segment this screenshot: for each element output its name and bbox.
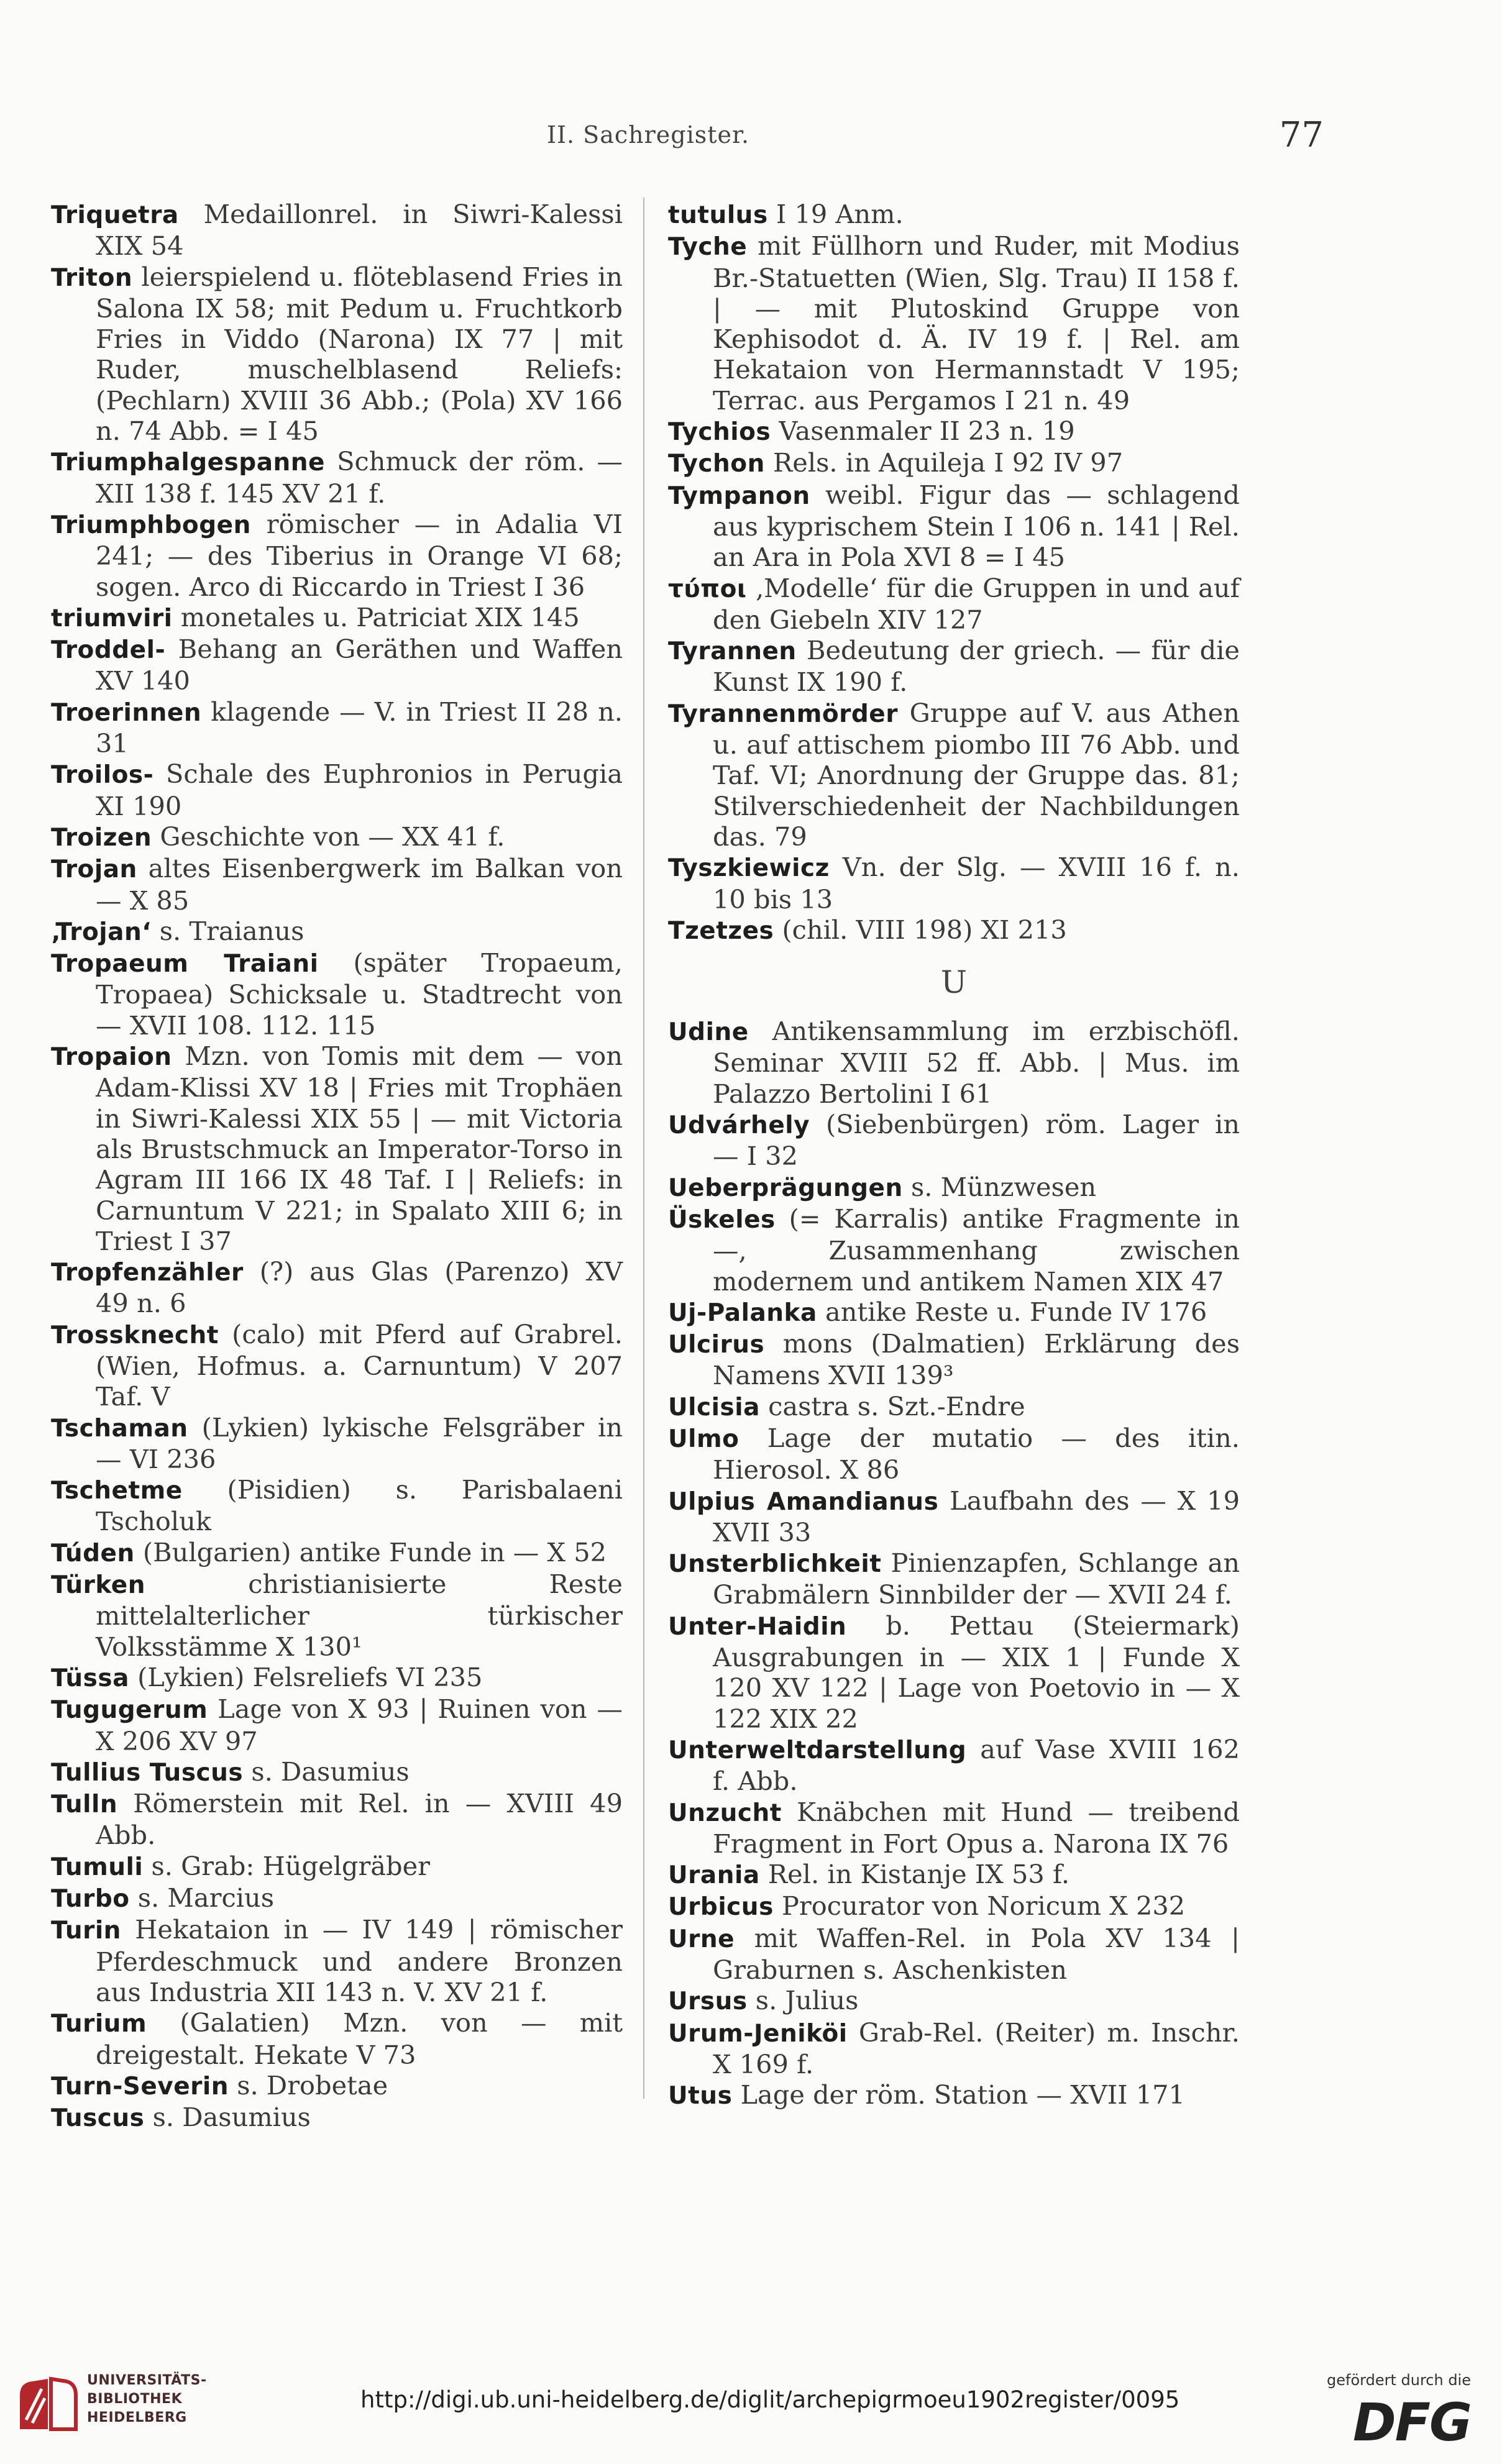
entry-references: Grab-Rel. (Reiter) m. Inschr. X 169 f. [713, 2017, 1240, 2079]
entry-headword: Unterweltdarstellung [668, 1736, 967, 1764]
entry-headword: Tyszkiewicz [668, 854, 830, 883]
entry-references: s. Julius [755, 1985, 859, 2016]
entry-headword: Túden [51, 1539, 135, 1567]
funder-label: gefördert durch die [1327, 2371, 1471, 2389]
index-entry [668, 199, 1240, 230]
entry-references: Römerstein mit Rel. in — XVIII 49 Abb. [96, 1788, 623, 1851]
entry-references: Bedeutung der griech. — für die Kunst IX 190 f. [713, 635, 1240, 698]
index-entry [668, 698, 1240, 852]
entry-references: (Siebenbürgen) röm. Lager in — I 32 [713, 1109, 1240, 1172]
index-entry [668, 1734, 1240, 1797]
entry-references: mit Füllhorn und Ruder, mit Modius Br.-Statuetten (Wien, Slg. Trau) II 158 f. | — mit Plutoskind Gruppe von Kephisodot d. Ä. IV 19 f. | Rel. am Hekataion von Hermannstadt V 195; Terrac. aus Pergamos I 21 n. 49 [713, 230, 1240, 416]
entry-references: ‚Modelle‘ für die Gruppen in und auf den Giebeln XIV 127 [713, 572, 1240, 635]
index-entry [668, 635, 1240, 698]
entry-headword: Unzucht [668, 1799, 782, 1827]
university-seal-icon [14, 2370, 82, 2439]
entry-headword: Utus [668, 2082, 733, 2110]
entry-references: (Lykien) lykische Felsgräber in — VI 236 [96, 1412, 623, 1474]
entry-headword: Troilos- [51, 761, 154, 790]
index-entry [51, 1569, 623, 1662]
entry-references: Geschichte von — XX 41 f. [160, 821, 505, 852]
entry-headword: Unsterblichkeit [668, 1550, 882, 1579]
index-entry [51, 446, 623, 509]
entry-headword: Tychios [668, 418, 771, 447]
right-column [668, 199, 1240, 2112]
entry-headword: Tyche [668, 233, 748, 262]
index-entry [668, 230, 1240, 416]
index-entry [51, 1882, 623, 1914]
entry-headword: Tropaeum Traiani [51, 950, 319, 979]
entry-references: Schmuck der röm. — XII 138 f. 145 XV 21 f. [96, 446, 623, 509]
entry-references: leierspielend u. flöteblasend Fries in Salona IX 58; mit Pedum u. Fruchtkorb Fries in Viddo (Narona) IX 77 | mit Ruder, muschelblasend Reliefs: (Pechlarn) XVIII 36 Abb.; (Pola) XV 166 n. 74 Abb. = I 45 [96, 261, 623, 447]
entry-references: römischer — in Adalia VI 241; — des Tiberius in Orange VI 68; sogen. Arco di Riccardo in Triest I 36 [96, 508, 623, 602]
index-entry [668, 1016, 1240, 1109]
entry-headword: Trossknecht [51, 1321, 219, 1349]
index-entry [668, 1423, 1240, 1485]
entry-headword: Urum-Jeniköi [668, 2019, 848, 2048]
entry-headword: Unter-Haidin [668, 1612, 847, 1641]
entry-headword: Tyrannen [668, 637, 797, 666]
entry-headword: Troizen [51, 823, 152, 852]
entry-headword: Udvárhely [668, 1111, 810, 1140]
dfg-logo-icon: DFG [1352, 2392, 1471, 2453]
entry-references: (= Karralis) antike Fragmente in —, Zusammenhang zwischen modernem und antikem Namen XIX 47 [713, 1203, 1240, 1297]
entry-headword: Ulmo [668, 1425, 740, 1453]
entry-references: (calo) mit Pferd auf Grabrel. (Wien, Hofmus. a. Carnuntum) V 207 Taf. V [96, 1318, 623, 1412]
entry-references: Lage von X 93 | Ruinen von — X 206 XV 97 [96, 1694, 623, 1756]
index-entry [668, 1610, 1240, 1734]
index-entry [668, 1891, 1240, 1922]
entry-references: Medaillonrel. in Siwri-Kalessi XIX 54 [96, 199, 623, 262]
right-column-entries-t [668, 199, 1240, 946]
entry-references: s. Drobetae [237, 2069, 388, 2101]
index-entry [668, 1923, 1240, 1986]
index-entry [668, 1485, 1240, 1548]
entry-references: s. Marcius [137, 1882, 275, 1914]
index-entry [668, 2079, 1240, 2111]
index-entry [668, 480, 1240, 573]
entry-references: (Lykien) Felsreliefs VI 235 [137, 1661, 483, 1692]
entry-headword: Udine [668, 1018, 749, 1047]
university-name [87, 2371, 207, 2427]
entry-references: Hekataion in — IV 149 | römischer Pferdeschmuck und andere Bronzen aus Industria XII 143 n. V. XV 21 f. [96, 1914, 623, 2007]
entry-references: mons (Dalmatien) Erklärung des Namens XVII 139³ [713, 1328, 1240, 1391]
index-entry [51, 1412, 623, 1475]
entry-headword: Triquetra [51, 201, 179, 229]
index-entry [51, 1851, 623, 1882]
index-entry [51, 2102, 623, 2133]
column-divider [643, 198, 644, 2099]
entry-references: Laufbahn des — X 19 XVII 33 [713, 1485, 1240, 1548]
entry-references: mit Waffen-Rel. in Pola XV 134 | Graburnen s. Aschenkisten [713, 1922, 1240, 1986]
index-entry [51, 634, 623, 696]
entry-references: Antikensammlung im erzbischöfl. Seminar XVIII 52 ff. Abb. | Mus. im Palazzo Bertolini I 61 [713, 1016, 1240, 1109]
index-entry [668, 2017, 1240, 2080]
index-entry [51, 821, 623, 853]
entry-references: Lage der röm. Station — XVII 171 [740, 2079, 1185, 2110]
entry-headword: Tuscus [51, 2104, 145, 2133]
entry-references: s. Grab: Hügelgräber [151, 1850, 431, 1881]
index-entry [668, 915, 1240, 946]
institution-line: BIBLIOTHEK [87, 2391, 183, 2407]
letter-heading-u: U [940, 964, 968, 1001]
entry-headword: Tropfenzähler [51, 1259, 244, 1287]
page-header [50, 115, 1324, 158]
index-entry [668, 416, 1240, 447]
index-entry [668, 1548, 1240, 1610]
index-entry [51, 1756, 623, 1788]
entry-references: klagende — V. in Triest II 28 n. 31 [96, 696, 623, 759]
left-column [51, 199, 623, 2133]
institution-line: HEIDELBERG [87, 2410, 187, 2425]
entry-headword: Üskeles [668, 1205, 776, 1234]
index-entry [668, 1391, 1240, 1423]
entry-references: antike Reste u. Funde IV 176 [825, 1296, 1207, 1327]
index-entry [668, 1328, 1240, 1391]
entry-headword: Ursus [668, 1987, 748, 2016]
index-entry [668, 852, 1240, 915]
index-entry [51, 1694, 623, 1756]
running-title: II. Sachregister. [547, 121, 750, 148]
index-entry [51, 2007, 623, 2070]
entry-references: s. Münzwesen [910, 1171, 1097, 1202]
entry-references: Schale des Euphronios in Perugia XI 190 [96, 759, 623, 821]
entry-headword: Tympanon [668, 481, 810, 510]
entry-references: Pinienzapfen, Schlange an Grabmälern Sinnbilder der — XVII 24 f. [713, 1548, 1240, 1610]
entry-headword: tutulus [668, 201, 768, 229]
index-entry [51, 696, 623, 759]
entry-headword: Tüssa [51, 1664, 129, 1692]
entry-headword: Triumphbogen [51, 511, 251, 539]
entry-references: s. Dasumius [152, 2102, 311, 2133]
index-entry [668, 1203, 1240, 1297]
entry-references: Procurator von Noricum X 232 [782, 1891, 1186, 1922]
entry-references: Rels. in Aquileja I 92 IV 97 [773, 447, 1124, 478]
index-entry [668, 573, 1240, 636]
entry-headword: Turn-Severin [51, 2072, 229, 2101]
entry-headword: Tulln [51, 1791, 118, 1819]
entry-headword: Tschaman [51, 1414, 188, 1443]
entry-headword: Urbicus [668, 1893, 774, 1922]
index-entry [51, 262, 623, 447]
entry-references: s. Dasumius [251, 1756, 410, 1787]
entry-headword: Uj-Palanka [668, 1298, 817, 1327]
page-footer [0, 2327, 1502, 2464]
entry-references: castra s. Szt.-Endre [768, 1390, 1025, 1421]
entry-headword: Tugugerum [51, 1696, 208, 1725]
entry-references: Knäbchen mit Hund — treibend Fragment in Fort Opus a. Narona IX 76 [713, 1796, 1240, 1859]
page-number: 77 [1279, 115, 1324, 155]
entry-references: I 19 Anm. [776, 199, 904, 229]
entry-headword: Tschetme [51, 1477, 183, 1505]
entry-references: (Bulgarien) antike Funde in — X 52 [142, 1536, 607, 1567]
entry-headword: Ulcisia [668, 1393, 760, 1421]
entry-headword: Turbo [51, 1885, 130, 1914]
entry-headword: Urania [668, 1861, 760, 1890]
entry-references: weibl. Figur das — schlagend aus kyprischem Stein I 106 n. 141 | Rel. an Ara in Pola XVI 8 = I 45 [713, 479, 1240, 573]
index-entry [51, 1788, 623, 1851]
index-entry [668, 1297, 1240, 1328]
entry-references: (Galatien) Mzn. von — mit dreigestalt. Hekate V 73 [96, 2007, 623, 2070]
institution-line: UNIVERSITÄTS- [87, 2373, 207, 2388]
entry-headword: Turium [51, 2010, 147, 2038]
entry-headword: Troddel- [51, 636, 166, 665]
entry-headword: Ueberprägungen [668, 1174, 903, 1202]
index-entry [668, 1172, 1240, 1203]
index-entry [51, 509, 623, 602]
index-entry [668, 447, 1240, 479]
index-entry [51, 2070, 623, 2102]
index-entry [51, 1256, 623, 1319]
entry-references: b. Pettau (Steiermark) Ausgrabungen in — XIX 1 | Funde X 120 XV 122 | Lage von Poetovio in — X 122 XIX 22 [713, 1610, 1240, 1734]
entry-headword: Ulpius Amandianus [668, 1487, 939, 1516]
index-entry [668, 1985, 1240, 2017]
entry-references: Vasenmaler II 23 n. 19 [779, 416, 1075, 447]
entry-references: (?) aus Glas (Parenzo) XV 49 n. 6 [96, 1256, 623, 1319]
entry-references: Lage der mutatio — des itin. Hierosol. X 86 [713, 1422, 1240, 1485]
index-entry [51, 1662, 623, 1694]
index-entry [668, 1797, 1240, 1859]
index-entry [51, 1041, 623, 1256]
entry-headword: Tyrannenmörder [668, 700, 898, 728]
entry-references: monetales u. Patriciat XIX 145 [180, 601, 580, 632]
entry-headword: Tychon [668, 450, 765, 478]
entry-references: Vn. der Slg. — XVIII 16 f. n. 10 bis 13 [713, 852, 1240, 915]
index-entry [51, 916, 623, 947]
entry-headword: Urne [668, 1925, 735, 1953]
index-entry [51, 1914, 623, 2007]
index-entry [51, 853, 623, 916]
right-column-entries-u [668, 1016, 1240, 2111]
entry-headword: Ulcirus [668, 1331, 765, 1359]
index-entry [51, 199, 623, 262]
index-entry [51, 602, 623, 634]
entry-references: auf Vase XVIII 162 f. Abb. [713, 1733, 1240, 1797]
entry-headword: Triton [51, 263, 133, 292]
entry-references: s. Traianus [159, 915, 305, 946]
index-entry [668, 1859, 1240, 1891]
entry-headword: τύποι [668, 575, 747, 603]
entry-headword: Türken [51, 1571, 145, 1600]
entry-headword: Trojan [51, 856, 137, 884]
index-entry [668, 1109, 1240, 1172]
entry-headword: Turin [51, 1917, 121, 1945]
entry-headword: Tullius Tuscus [51, 1758, 244, 1787]
source-url-link[interactable]: http://digi.ub.uni-heidelberg.de/diglit/archepigrmoeu1902register/0095 [360, 2386, 1180, 2413]
entry-references: (chil. VIII 198) XI 213 [782, 914, 1067, 945]
entry-headword: Troerinnen [51, 698, 202, 727]
index-entry [51, 947, 623, 1041]
entry-references: (Pisidien) s. Parisbalaeni Tscholuk [96, 1474, 623, 1537]
entry-references: Rel. in Kistanje IX 53 f. [767, 1859, 1070, 1890]
entry-headword: ‚Trojan‘ [51, 918, 152, 946]
entry-headword: triumviri [51, 604, 173, 632]
entry-references: Behang an Geräthen und Waffen XV 140 [96, 634, 623, 696]
index-entry [51, 1319, 623, 1412]
entry-headword: Tropaion [51, 1043, 172, 1072]
entry-references: altes Eisenbergwerk im Balkan von — X 85 [96, 853, 623, 916]
entry-references: (später Tropaeum, Tropaea) Schicksale u. Stadtrecht von — XVII 108. 112. 115 [96, 947, 623, 1041]
index-entry [51, 1474, 623, 1537]
entry-headword: Tzetzes [668, 916, 774, 945]
entry-references: christianisierte Reste mittelalterlicher türkischer Volksstämme X 130¹ [96, 1569, 623, 1662]
entry-headword: Tumuli [51, 1853, 144, 1881]
index-entry [51, 759, 623, 821]
entry-references: Gruppe auf V. aus Athen u. auf attischem piombo III 76 Abb. und Taf. VI; Anordnung der Gruppe das. 81; Stilverschiedenheit der Nachbildungen das. 79 [713, 697, 1240, 852]
entry-references: Mzn. von Tomis mit dem — von Adam-Klissi XV 18 | Fries mit Trophäen in Siwri-Kalessi XIX 55 | — mit Victoria als Brustschmuck an Imperator-Torso in Agram III 166 IX 48 Taf. I | Reliefs: in Carnuntum V 221; in Spalato XIII 6; in Triest I 37 [96, 1041, 623, 1256]
entry-headword: Triumphalgespanne [51, 449, 325, 477]
index-entry [51, 1537, 623, 1569]
